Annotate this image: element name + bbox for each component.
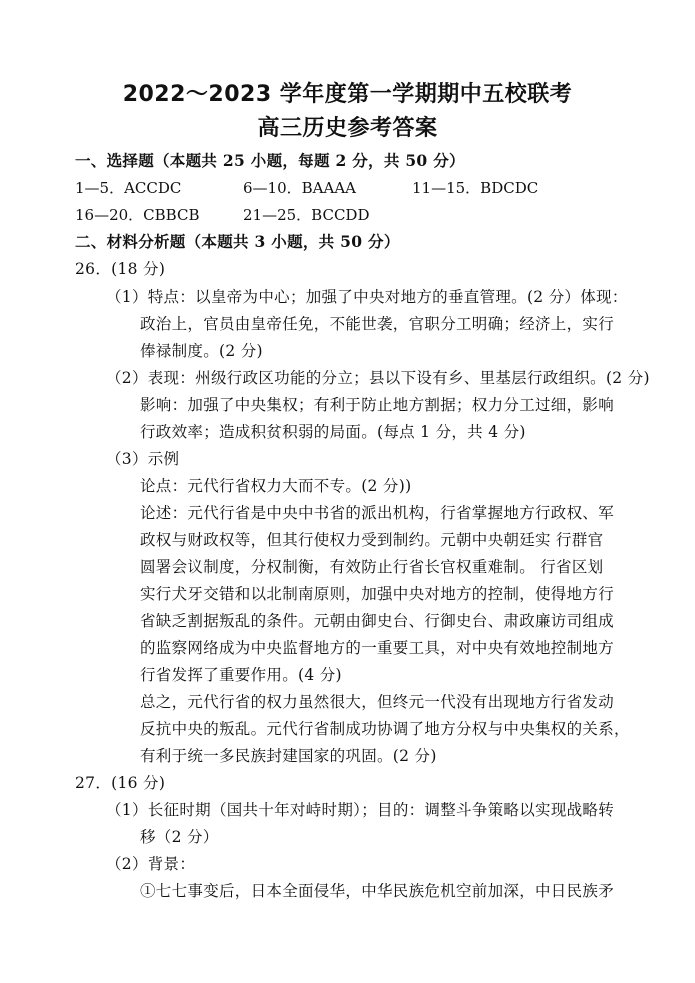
answer-group-3: 11—15．BDCDC bbox=[412, 179, 539, 197]
q26-line: 总之，元代行省的权力虽然很大，但终元一代没有出现地方行省发动 bbox=[140, 693, 615, 711]
answer-group-1: 1—5．ACCDC bbox=[75, 179, 182, 197]
q26-line: 行政效率；造成积贫积弱的局面。(每点 1 分，共 4 分) bbox=[140, 423, 526, 441]
q26-line: （2）表现：州级行政区功能的分立；县以下设有乡、里基层行政组织。(2 分) bbox=[106, 369, 650, 387]
q26-line: 俸禄制度。(2 分) bbox=[140, 342, 263, 360]
q26-line: （3）示例 bbox=[106, 450, 180, 468]
q26-line: 政治上，官员由皇帝任免，不能世袭，官职分工明确；经济上，实行 bbox=[140, 315, 615, 333]
q27-line: ①七七事变后，日本全面侵华，中华民族危机空前加深，中日民族矛 bbox=[140, 882, 615, 900]
q26-line: 圆署会议制度，分权制衡，有效防止行省长官权重难制。 行省区划 bbox=[140, 558, 604, 576]
q26-line: 省缺乏割据叛乱的条件。元朝由御史台、行御史台、肃政廉访司组成 bbox=[140, 612, 615, 630]
section-2-heading: 二、材料分析题（本题共 3 小题，共 50 分） bbox=[75, 232, 400, 251]
q26-line: 政权与财政权等，但其行使权力受到制约。元朝中央朝廷实 行群官 bbox=[140, 531, 604, 549]
question-26-header: 26．(18 分) bbox=[75, 260, 166, 278]
answer-group-2: 6—10．BAAAA bbox=[243, 179, 356, 197]
answer-group-4: 16—20．CBBCB bbox=[75, 206, 200, 224]
q26-line: 论述：元代行省是中央中书省的派出机构，行省掌握地方行政权、军 bbox=[140, 504, 615, 522]
q26-line: （1）特点：以皇帝为中心；加强了中央对地方的垂直管理。(2 分）体现： bbox=[106, 288, 628, 306]
question-27-header: 27．(16 分) bbox=[75, 774, 166, 792]
answer-group-5: 21—25．BCCDD bbox=[243, 206, 370, 224]
section-1-heading: 一、选择题（本题共 25 小题，每题 2 分，共 50 分） bbox=[75, 151, 465, 170]
q26-line: 行省发挥了重要作用。(4 分) bbox=[140, 666, 342, 684]
document-title: 2022～2023 学年度第一学期期中五校联考 bbox=[122, 82, 573, 107]
q26-line: 实行犬牙交错和以北制南原则，加强中央对地方的控制，使得地方行 bbox=[140, 585, 615, 603]
q26-line: 有利于统一多民族封建国家的巩固。(2 分) bbox=[140, 747, 437, 765]
q27-line: 移（2 分） bbox=[140, 828, 219, 846]
document-subtitle: 高三历史参考答案 bbox=[257, 116, 438, 141]
q26-line: 论点：元代行省权力大而不专。(2 分)) bbox=[140, 477, 412, 495]
q27-line: （2）背景： bbox=[106, 855, 196, 873]
q26-line: 反抗中央的叛乱。元代行省制成功协调了地方分权与中央集权的关系， bbox=[140, 720, 630, 738]
q26-line: 的监察网络成为中央监督地方的一重要工具，对中央有效地控制地方 bbox=[140, 639, 615, 657]
q27-line: （1）长征时期（国共十年对峙时期）；目的：调整斗争策略以实现战略转 bbox=[106, 801, 615, 819]
q26-line: 影响：加强了中央集权；有利于防止地方割据；权力分工过细，影响 bbox=[140, 396, 615, 414]
